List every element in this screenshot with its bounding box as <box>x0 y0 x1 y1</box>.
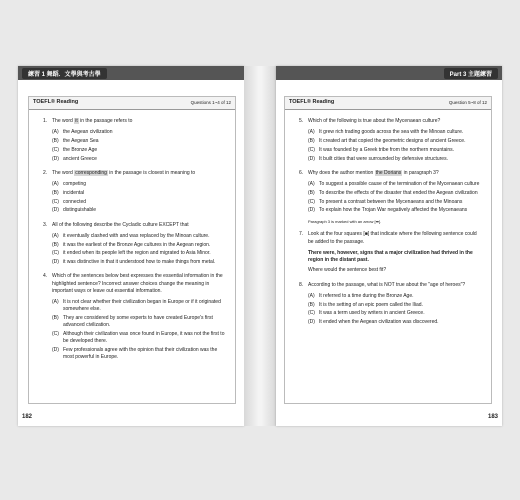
choice-text: ancient Greece <box>63 155 97 162</box>
right-questions <box>285 110 491 326</box>
choice-label: (A) <box>52 299 59 305</box>
answer-choice[interactable] <box>52 207 227 214</box>
choice-label: (C) <box>52 198 59 205</box>
choice-label: (D) <box>308 319 315 326</box>
question-7-text <box>299 231 483 246</box>
choice-text: Few professionals agree with the opinion that their civilization was the most powerful in Europe. <box>63 347 218 361</box>
question-5-choices <box>299 129 483 163</box>
choice-label: (B) <box>52 189 59 196</box>
right-question-panel <box>284 96 492 404</box>
question-3-choices <box>43 233 227 267</box>
question-2-choices <box>43 181 227 215</box>
answer-choice[interactable] <box>308 190 483 197</box>
question-stem-pre: All of the following describe the Cycladic culture EXCEPT that <box>52 221 189 228</box>
choice-label: (B) <box>52 315 59 321</box>
question-7-body <box>299 250 483 275</box>
question-number: 3. <box>43 221 48 228</box>
answer-choice[interactable] <box>308 199 483 206</box>
answer-choice[interactable] <box>308 319 483 326</box>
answer-choice[interactable] <box>52 147 227 154</box>
answer-choice[interactable] <box>52 138 227 145</box>
question-2-text <box>43 170 227 177</box>
left-questions <box>29 110 235 362</box>
answer-choice[interactable] <box>308 310 483 317</box>
question-4-choices <box>43 299 227 362</box>
choice-text: It is the setting of an epic poem called the Iliad. <box>319 301 423 308</box>
answer-choice[interactable] <box>308 138 483 145</box>
choice-text: connected <box>63 198 87 205</box>
question-number: 5. <box>299 118 304 124</box>
choice-label: (D) <box>52 259 59 265</box>
left-question-panel <box>28 96 236 404</box>
right-question-range: Question 5~8 of 12 <box>448 100 487 105</box>
choice-text: To present a contrast between the Mycenaeans and the Minoans <box>319 198 463 205</box>
question-stem: According to the passage, what is NOT true about the "age of heroes"? <box>308 281 466 288</box>
answer-choice[interactable] <box>308 181 483 188</box>
question-6-text <box>299 170 483 177</box>
choice-text: It was founded by a Greek tribe from the northern mountains. <box>319 146 455 153</box>
question-stem-pre: Look at the four squares [ <box>308 231 365 238</box>
answer-choice[interactable] <box>52 181 227 188</box>
question-stem-post: in the passage is closest in meaning to <box>107 169 196 176</box>
choice-label: (C) <box>52 331 59 337</box>
highlighted-term: corresponding <box>75 169 107 176</box>
choice-text: It was a term used by writers in ancient Greece. <box>319 310 425 317</box>
choice-label: (C) <box>308 310 315 317</box>
square-marker-icon: ■ <box>364 231 368 238</box>
answer-choice[interactable] <box>52 299 227 314</box>
left-section-label: 練習 1 舞蹈．文學與考古學 <box>22 68 107 79</box>
choice-label: (B) <box>308 138 315 144</box>
question-stem-pre: Why does the author mention <box>308 169 375 176</box>
question-stem-post: in the passage refers to <box>78 118 133 124</box>
question-number: 7. <box>299 231 304 238</box>
question-4-text <box>43 273 227 295</box>
choice-label: (A) <box>52 232 59 239</box>
question-8 <box>299 282 483 327</box>
answer-choice[interactable] <box>308 293 483 300</box>
right-panel-title: TOEFL® Reading <box>289 99 335 105</box>
question-stem: Which of the following is true about the Mycenaean culture? <box>308 118 441 124</box>
question-2 <box>43 170 227 215</box>
question-4 <box>43 273 227 361</box>
choice-text: It ended when the Aegean civilization was discovered. <box>319 319 439 326</box>
question-3-text <box>43 222 227 229</box>
answer-choice[interactable] <box>52 129 227 136</box>
question-stem-pre: Which of the sentences below best expresses the essential information in the highlighted sentence? Incorrect answer choices change the meaning in important ways or leave out essential information. <box>52 273 223 294</box>
choice-label: (D) <box>52 207 59 214</box>
choice-label: (A) <box>52 129 59 136</box>
question-number: 4. <box>43 273 48 280</box>
answer-choice[interactable] <box>52 331 227 346</box>
choice-text: It referred to a time during the Bronze Age. <box>319 292 414 299</box>
choice-label: (C) <box>52 146 59 153</box>
choice-label: (A) <box>308 129 315 136</box>
answer-choice[interactable] <box>308 302 483 309</box>
left-question-range: Questions 1~4 of 12 <box>190 100 231 105</box>
right-section-label: Part 3 主題練習 <box>444 68 498 79</box>
question-number: 1. <box>43 118 48 124</box>
choice-label: (C) <box>308 146 315 153</box>
choice-text: it ended when its people left the region and migrated to Asia Minor. <box>63 250 211 257</box>
answer-choice[interactable] <box>52 259 227 266</box>
choice-text: It is not clear whether their civilization began in Europe or if it originated somewhere else. <box>63 299 221 313</box>
right-page <box>276 66 502 426</box>
choice-label: (D) <box>308 207 315 214</box>
choice-text: Although their civilization was once found in Europe, it was not the first to be developed there. <box>63 331 225 345</box>
answer-choice[interactable] <box>308 129 483 136</box>
question-stem-post: ] that indicate where the following sentence could be added to the passage. <box>308 231 477 245</box>
question-stem-pre: The word <box>52 118 75 124</box>
choice-label: (A) <box>308 181 315 187</box>
choice-label: (D) <box>308 155 315 162</box>
choice-text: the Aegean civilization <box>63 129 113 136</box>
question-7-follow: Where would the sentence best fit? <box>308 267 387 274</box>
answer-choice[interactable] <box>52 190 227 197</box>
left-page-number: 182 <box>22 414 33 420</box>
insert-sentence: There were, however, signs that a major civilization had thrived in the region in the distant past. <box>308 249 473 264</box>
choice-text: it was the earliest of the Bronze Age cultures in the Aegean region. <box>63 241 211 248</box>
choice-label: (B) <box>308 189 315 196</box>
choice-label: (C) <box>52 250 59 257</box>
choice-text: They are considered by some experts to have created Europe's first advanced civilization. <box>63 315 213 329</box>
highlighted-term: the Dorians <box>375 169 402 176</box>
choice-label: (D) <box>52 347 59 353</box>
choice-label: (D) <box>52 155 59 162</box>
question-1-choices <box>43 129 227 163</box>
left-header-band <box>18 66 244 80</box>
answer-choice[interactable] <box>52 315 227 330</box>
answer-choice[interactable] <box>52 250 227 257</box>
question-6-choices <box>299 181 483 215</box>
answer-choice[interactable] <box>308 147 483 154</box>
choice-text: To describe the effects of the disaster that ended the Aegean civilization <box>319 189 478 196</box>
question-number: 2. <box>43 169 48 176</box>
answer-choice[interactable] <box>308 156 483 163</box>
choice-text: it was distinctive in that it understood how to make things from metal. <box>63 259 216 265</box>
choice-text: distinguishable <box>63 207 97 214</box>
choice-label: (B) <box>52 138 59 144</box>
question-number: 8. <box>299 281 304 288</box>
question-stem-pre: The word <box>52 169 75 176</box>
question-1 <box>43 118 227 163</box>
choice-text: To explain how the Trojan War negatively affected the Mycenaeans <box>319 207 468 214</box>
right-panel-header <box>285 97 491 110</box>
left-panel-title: TOEFL® Reading <box>33 99 79 105</box>
right-header-band <box>276 66 502 80</box>
question-stem-post: in paragraph 3? <box>402 169 439 176</box>
answer-choice[interactable] <box>308 207 483 214</box>
choice-text: the Bronze Age <box>63 146 98 153</box>
answer-choice[interactable] <box>52 199 227 206</box>
choice-text: the Aegean Sea <box>63 138 99 144</box>
choice-text: incidental <box>63 189 85 196</box>
choice-label: (B) <box>52 241 59 248</box>
question-8-choices <box>299 293 483 327</box>
left-page <box>18 66 244 426</box>
left-panel-header <box>29 97 235 110</box>
answer-choice[interactable] <box>52 347 227 362</box>
question-8-text <box>299 282 483 289</box>
choice-text: It grew rich trading goods across the sea with the Minoan culture. <box>319 129 464 136</box>
question-6 <box>299 170 483 225</box>
highlighted-term: it <box>75 118 78 124</box>
choice-text: competing <box>63 181 87 187</box>
question-7 <box>299 231 483 274</box>
choice-label: (C) <box>308 198 315 205</box>
choice-label: (B) <box>308 301 315 308</box>
right-page-number: 183 <box>487 414 498 420</box>
answer-choice[interactable] <box>52 156 227 163</box>
paragraph-note: Paragraph 3 is marked with an arrow [➡]. <box>308 218 382 224</box>
book-gutter <box>244 66 276 426</box>
choice-label: (A) <box>308 292 315 299</box>
answer-choice[interactable] <box>52 242 227 249</box>
choice-text: it eventually clashed with and was replaced by the Minoan culture. <box>63 232 210 239</box>
choice-text: To suggest a possible cause of the termination of the Mycenaean culture <box>319 181 480 187</box>
question-3 <box>43 222 227 267</box>
question-5 <box>299 118 483 163</box>
choice-text: It built cities that were surrounded by defensive structures. <box>319 155 448 162</box>
answer-choice[interactable] <box>52 233 227 240</box>
question-number: 6. <box>299 169 304 176</box>
question-5-text <box>299 118 483 125</box>
choice-label: (A) <box>52 181 59 187</box>
choice-text: It created art that copied the geometric designs of ancient Greece. <box>319 138 466 144</box>
question-1-text <box>43 118 227 125</box>
